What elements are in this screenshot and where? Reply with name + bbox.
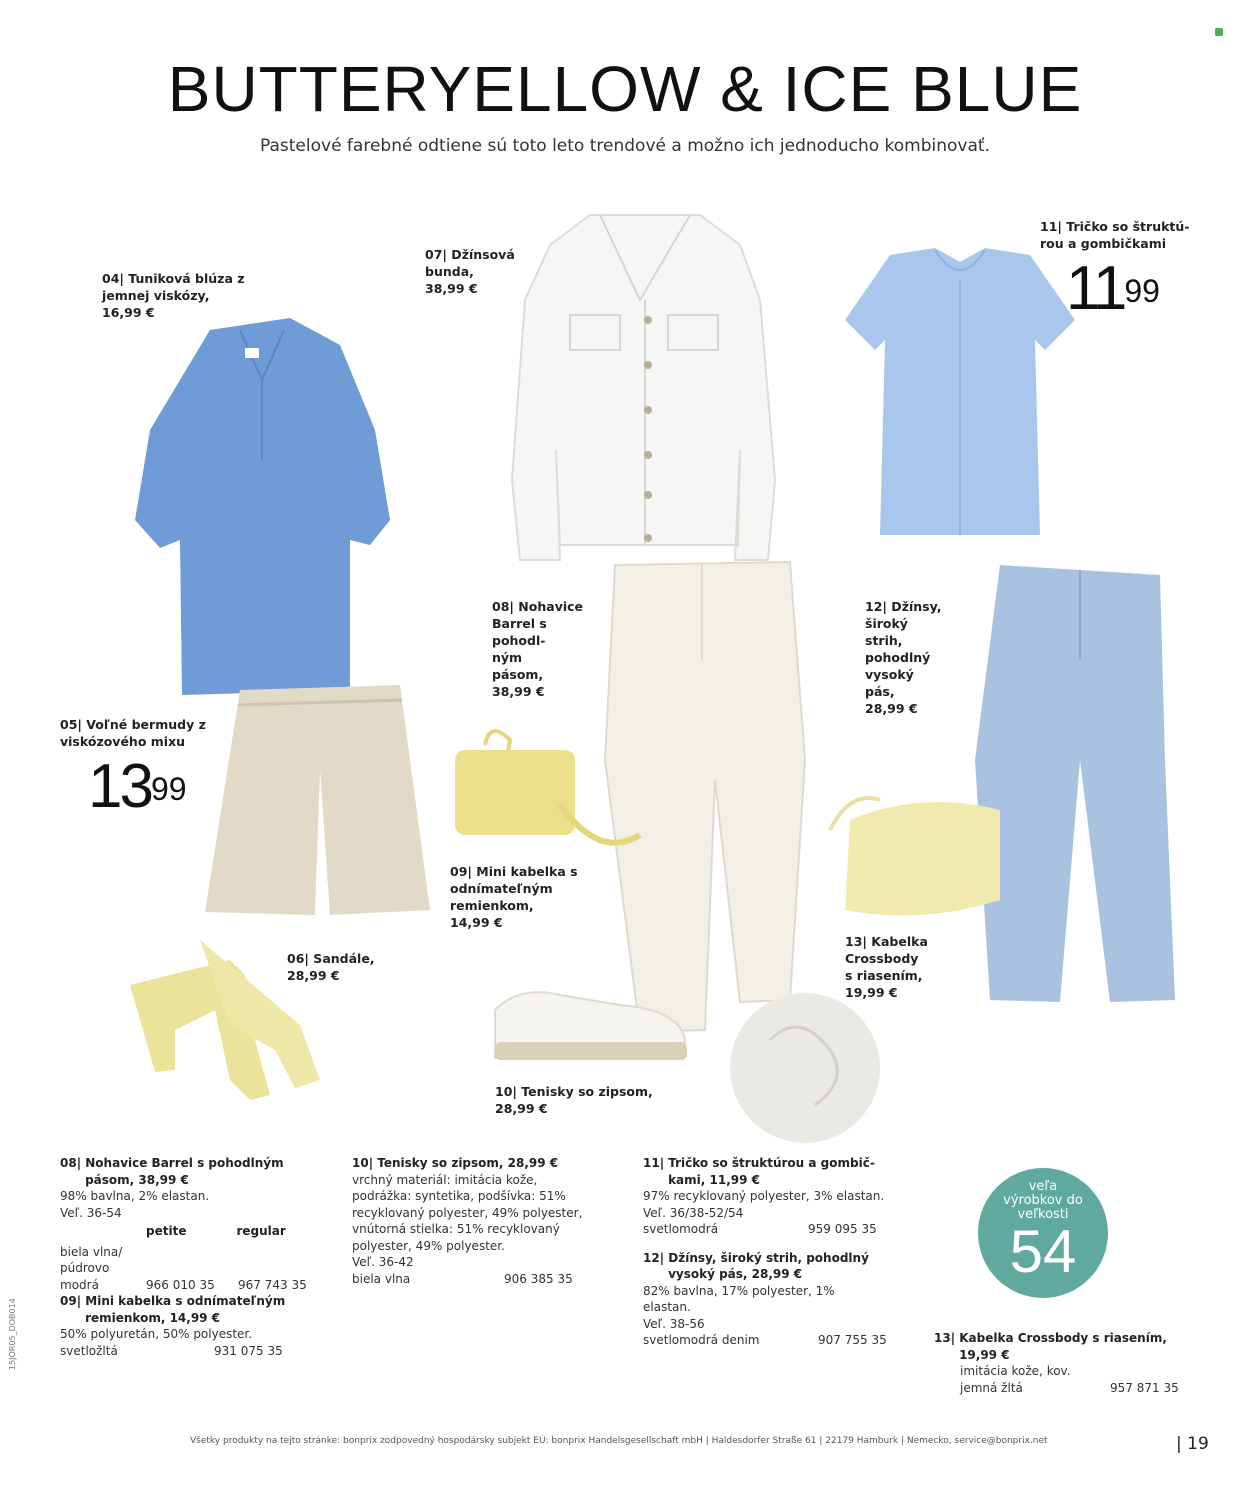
- page-subtitle: Pastelové farebné odtiene sú toto leto trendové a možno ich jednoducho kombinovať.: [260, 136, 990, 156]
- info-09-heading: 09| Mini kabelka s odnímateľným remienkom, 14,99 €: [60, 1294, 286, 1325]
- col-regular: regular: [236, 1224, 286, 1238]
- label-07-jacket: 07| Džínsová bunda, 38,99 €: [425, 247, 515, 296]
- label-10-sneakers: 10| Tenisky so zipsom, 28,99 €: [495, 1084, 653, 1116]
- info-09-color: svetložltá: [60, 1343, 118, 1358]
- col-petite: petite: [146, 1224, 187, 1238]
- info-12-code: 907 755 35: [818, 1333, 887, 1347]
- footer-legal: Všetky produkty na tejto stránke: bonprix zodpovedný hospodársky subjekt EÚ: bonprix Handelsgesellschaft mbH | Haldesdorfer Straße 61 | 22179 Hamburk | Nemecko, service@bonprix.net: [190, 1436, 1048, 1446]
- size-badge-text: veľa výrobkov do veľkosti: [1003, 1179, 1083, 1222]
- info-12-text: 82% bavlna, 17% polyester, 1% elastan. Veľ. 38-56: [643, 1283, 835, 1331]
- trousers-image: [605, 562, 805, 1032]
- info-08-code-regular: 967 743 35: [238, 1277, 307, 1292]
- shorts-image: [205, 685, 430, 915]
- label-04-blouse: 04| Tuniková blúza z jemnej viskózy, 16,99 €: [102, 271, 245, 320]
- page-title: BUTTERYELLOW & ICE BLUE: [167, 53, 1083, 125]
- info-11-variant: [643, 1221, 933, 1238]
- info-column-1: [60, 1155, 330, 1359]
- info-13-variant: [960, 1380, 1204, 1397]
- size-badge: [978, 1168, 1108, 1298]
- crossbody-bag-image: [830, 798, 1000, 916]
- info-10-color: biela vlna: [352, 1271, 411, 1286]
- info-10-heading: 10| Tenisky so zipsom, 28,99 €: [352, 1156, 559, 1170]
- info-10-code: 906 385 35: [504, 1271, 573, 1286]
- info-09-text: 50% polyuretán, 50% polyester.: [60, 1327, 253, 1341]
- page-number: | 19: [1176, 1434, 1209, 1454]
- label-11-tee: 11| Tričko so štruktú- rou a gombičkami: [1040, 219, 1190, 251]
- side-code: 15JOR05_DOB014: [8, 1298, 17, 1370]
- info-08-variant: [60, 1244, 330, 1294]
- blouse-image: [135, 318, 390, 695]
- info-09-variant: [60, 1343, 330, 1360]
- info-10-text: vrchný materiál: imitácia kože, podrážka: syntetika, podšívka: 51% recyklovaný polyester, 49% polyester, vnútorná stielka: 51% recyklovaný polyester, 49% polyester. Veľ. 36-42: [352, 1172, 583, 1269]
- size-badge-number: 54: [1009, 1218, 1077, 1285]
- info-11-heading: 11| Tričko so štruktúrou a gombič- kami, 11,99 €: [643, 1156, 875, 1187]
- info-12-color: svetlomodrá denim: [643, 1333, 760, 1347]
- info-13-text: imitácia kože, kov.: [960, 1364, 1071, 1378]
- label-13-crossbody: 13| Kabelka Crossbody s riasením, 19,99 €: [845, 934, 928, 1000]
- info-12-heading: 12| Džínsy, široký strih, pohodlný vysoký pás, 28,99 €: [643, 1250, 869, 1281]
- info-08-heading: 08| Nohavice Barrel s pohodlným pásom, 38,99 €: [60, 1156, 284, 1187]
- info-11-color: svetlomodrá: [643, 1222, 719, 1236]
- info-13-color: jemná žltá: [960, 1380, 1023, 1395]
- price-05-bermudas: $13^{99}$: [88, 752, 187, 821]
- info-column-4: [934, 1330, 1204, 1396]
- info-13-code: 957 871 35: [1110, 1380, 1179, 1395]
- tee-image: [845, 248, 1075, 535]
- info-09-code: 931 075 35: [214, 1343, 283, 1358]
- label-08-trousers: 08| Nohavice Barrel s pohodl- ným pásom, 38,99 €: [492, 599, 584, 699]
- info-08-code-petite: 966 010 35: [146, 1277, 215, 1292]
- info-11-code: 959 095 35: [808, 1222, 877, 1236]
- info-10-variant: [352, 1271, 622, 1288]
- label-12-jeans: 12| Džínsy, široký strih, pohodlný vysoký pás, 28,99 €: [865, 599, 942, 716]
- label-06-sandals: 06| Sandále, 28,99 €: [287, 951, 375, 983]
- jeans-image: [975, 565, 1175, 1002]
- info-08-columns: [60, 1223, 330, 1240]
- fabric-detail-image: [730, 993, 880, 1143]
- jacket-image: [512, 215, 775, 560]
- label-05-bermudas: 05| Voľné bermudy z viskózového mixu: [60, 717, 206, 749]
- info-column-2: [352, 1155, 622, 1287]
- info-11-text: 97% recyklovaný polyester, 3% elastan. Veľ. 36/38-52/54: [643, 1189, 885, 1220]
- info-column-3: [643, 1155, 933, 1349]
- info-08-text: 98% bavlna, 2% elastan. Veľ. 36-54: [60, 1189, 210, 1220]
- info-08-color: biela vlna/ púdrovo modrá: [60, 1244, 123, 1292]
- price-11-tee: $11^{99}$: [1066, 254, 1160, 323]
- info-13-heading: 13| Kabelka Crossbody s riasením, 19,99 €: [934, 1331, 1167, 1362]
- info-12-variant: [643, 1332, 933, 1349]
- label-09-mini-bag: 09| Mini kabelka s odnímateľným remienkom, 14,99 €: [450, 864, 578, 930]
